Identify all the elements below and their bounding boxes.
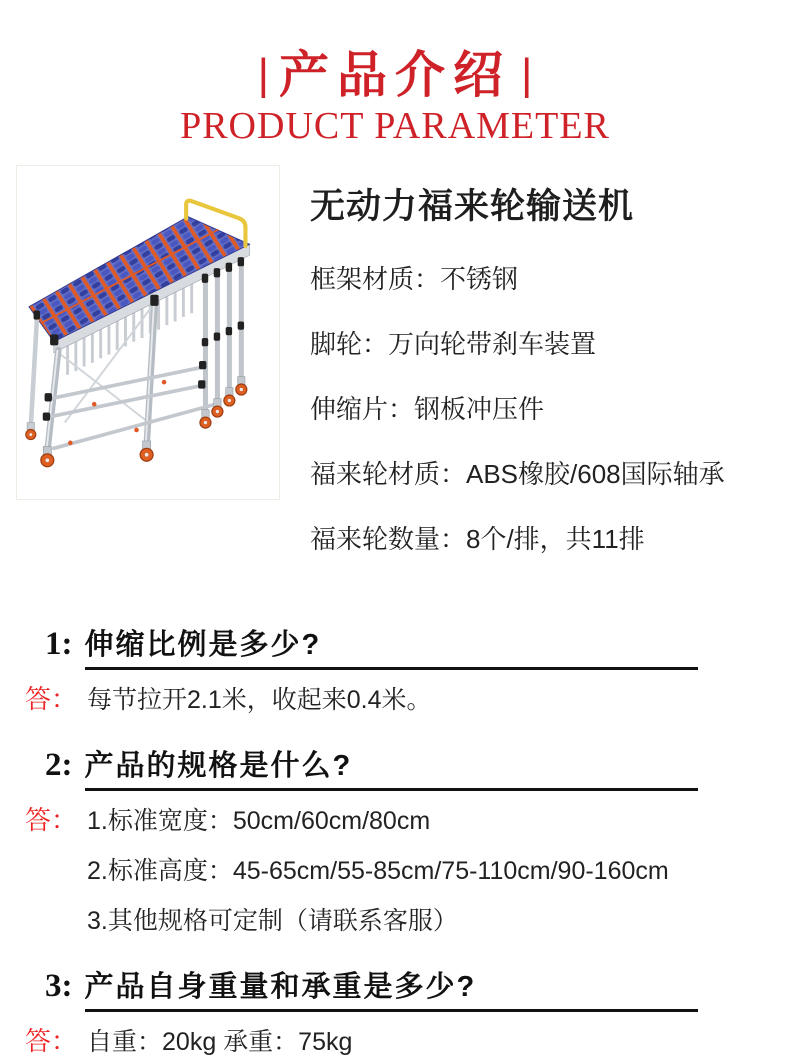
answer-lines (87, 1026, 352, 1057)
spec-line-casters: 脚轮：万向轮带刹车装置 (310, 329, 597, 359)
product-photo (16, 165, 280, 500)
answer-line: 2.标准高度：45-65cm/55-85cm/75-110cm/90-160cm (87, 857, 669, 886)
question-text: 产品的规格是什么? (85, 743, 699, 791)
faq-item-1 (25, 622, 698, 715)
spec-line-quantity: 福来轮数量：8个/排，共11排 (310, 524, 645, 554)
answer-line: 3.其他规格可定制（请联系客服） (87, 907, 458, 936)
header-decor-left: | (257, 50, 269, 99)
header-title-cn (248, 47, 543, 103)
answer-line: 1.标准宽度：50cm/60cm/80cm (87, 807, 431, 836)
folded-leg-cluster (205, 260, 241, 417)
faq-item-2 (25, 743, 698, 936)
answer-label: 答： (25, 1026, 78, 1057)
casters (26, 377, 247, 467)
question-row (45, 622, 698, 670)
question-number: 2: (45, 747, 73, 784)
answer-row (25, 1026, 698, 1057)
answer-lines (87, 805, 669, 936)
question-text: 产品自身重量和承重是多少? (85, 964, 699, 1012)
answer-row (25, 684, 698, 715)
answer-line: 每节拉开2.1米，收起来0.4米。 (87, 686, 432, 714)
rear-leg (31, 314, 37, 426)
header-decor-right: | (521, 50, 533, 99)
product-title: 无动力福来轮输送机 (310, 187, 635, 226)
spec-line-plates: 伸缩片：钢板冲压件 (310, 394, 545, 424)
answer-label: 答： (25, 805, 78, 836)
section-header (0, 0, 790, 145)
answer-label: 答： (25, 684, 78, 714)
faq-section (0, 622, 790, 1057)
header-title-en: PRODUCT PARAMETER (180, 105, 610, 147)
answer-line: 自重：20kg 承重：75kg (87, 1028, 353, 1057)
product-summary (310, 165, 725, 584)
crossbars (48, 367, 219, 449)
answer-lines (87, 684, 432, 715)
faq-item-3 (25, 964, 698, 1057)
question-number: 3: (45, 968, 73, 1005)
question-row (45, 743, 698, 791)
question-number: 1: (45, 626, 73, 662)
question-row (45, 964, 698, 1012)
spec-line-frame: 框架材质：不锈钢 (310, 264, 519, 294)
answer-row (25, 805, 698, 936)
question-text: 伸缩比例是多少? (85, 622, 699, 670)
header-title-cn-text: 产品介绍 (279, 47, 511, 103)
intro-section (0, 165, 790, 584)
conveyor-illustration (17, 166, 279, 499)
spec-line-material: 福来轮材质：ABS橡胶/608国际轴承 (310, 459, 725, 489)
